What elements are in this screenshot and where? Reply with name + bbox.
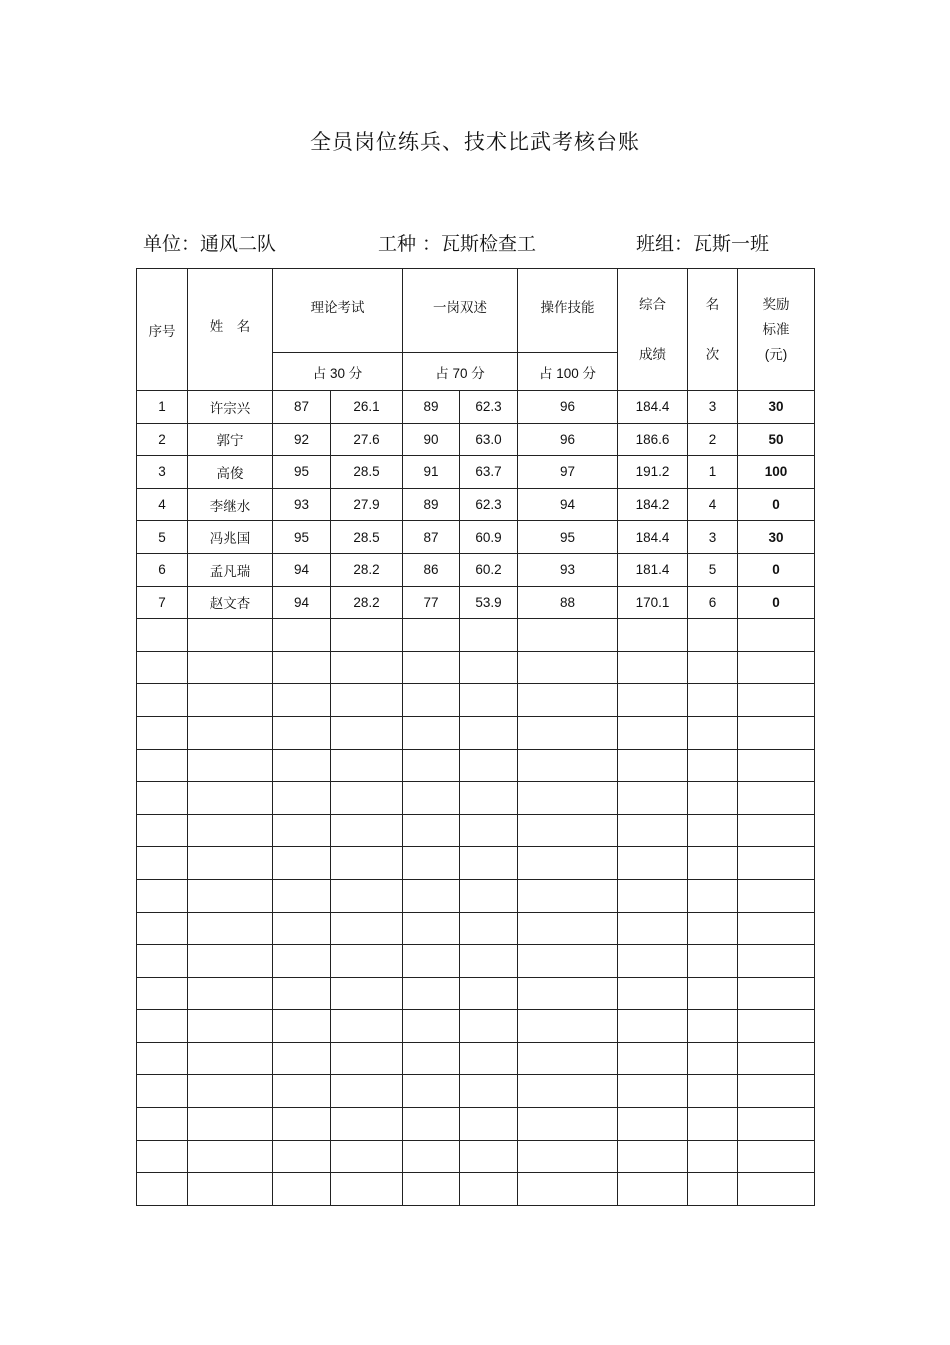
cell-skill-score-empty <box>518 1075 618 1108</box>
cell-name: 李继水 <box>188 488 273 521</box>
cell-theory-score: 94 <box>273 553 331 586</box>
cell-seq-empty <box>137 1075 188 1108</box>
cell-rank: 3 <box>688 521 738 554</box>
cell-total-score-empty <box>618 1173 688 1206</box>
empty-table-row <box>137 912 815 945</box>
cell-total-score-empty <box>618 879 688 912</box>
cell-reward-empty <box>738 716 815 749</box>
document-title: 全员岗位练兵、技术比武考核台账 <box>310 130 640 154</box>
cell-rank-empty <box>688 782 738 815</box>
cell-reward-empty <box>738 1140 815 1173</box>
cell-name-empty <box>188 619 273 652</box>
cell-total-score: 170.1 <box>618 586 688 619</box>
cell-theory-score-empty <box>273 782 331 815</box>
cell-skill-score: 96 <box>518 391 618 424</box>
cell-oral-score-empty <box>403 1140 460 1173</box>
cell-reward: 0 <box>738 553 815 586</box>
cell-name-empty <box>188 782 273 815</box>
cell-oral-points-empty <box>460 1108 518 1141</box>
empty-table-row <box>137 977 815 1010</box>
cell-seq-empty <box>137 912 188 945</box>
cell-theory-points: 28.2 <box>331 553 403 586</box>
cell-skill-score: 94 <box>518 488 618 521</box>
trade-info: 工种 ：瓦斯检查工 <box>378 233 537 255</box>
cell-reward-empty <box>738 619 815 652</box>
cell-total-score-empty <box>618 684 688 717</box>
cell-theory-score-empty <box>273 912 331 945</box>
cell-seq-empty <box>137 651 188 684</box>
cell-reward-empty <box>738 847 815 880</box>
empty-table-row <box>137 749 815 782</box>
cell-seq-empty <box>137 1173 188 1206</box>
assessment-ledger-table <box>136 268 815 1206</box>
cell-reward-empty <box>738 684 815 717</box>
header-reward-line3: (元) <box>764 347 788 362</box>
cell-skill-score-empty <box>518 1140 618 1173</box>
cell-rank-empty <box>688 879 738 912</box>
cell-theory-score-empty <box>273 651 331 684</box>
cell-oral-score-empty <box>403 879 460 912</box>
cell-seq-empty <box>137 684 188 717</box>
cell-oral-score-empty <box>403 977 460 1010</box>
cell-theory-points: 27.9 <box>331 488 403 521</box>
cell-name-empty <box>188 814 273 847</box>
cell-total-score-empty <box>618 814 688 847</box>
cell-skill-score-empty <box>518 879 618 912</box>
header-oral: 一岗双述 <box>403 269 518 353</box>
table-row <box>137 423 815 456</box>
cell-skill-score-empty <box>518 1042 618 1075</box>
cell-seq-empty <box>137 1042 188 1075</box>
cell-total-score: 184.4 <box>618 391 688 424</box>
cell-oral-score-empty <box>403 749 460 782</box>
cell-skill-score-empty <box>518 1108 618 1141</box>
cell-seq: 4 <box>137 488 188 521</box>
cell-oral-points: 63.0 <box>460 423 518 456</box>
cell-rank-empty <box>688 1042 738 1075</box>
cell-seq-empty <box>137 782 188 815</box>
cell-oral-points: 60.2 <box>460 553 518 586</box>
cell-skill-score-empty <box>518 651 618 684</box>
cell-skill-score-empty <box>518 814 618 847</box>
cell-rank-empty <box>688 749 738 782</box>
cell-rank-empty <box>688 912 738 945</box>
cell-theory-score-empty <box>273 1042 331 1075</box>
cell-seq-empty <box>137 945 188 978</box>
cell-skill-score-empty <box>518 1173 618 1206</box>
cell-oral-score: 91 <box>403 456 460 489</box>
empty-table-row <box>137 1173 815 1206</box>
cell-rank: 2 <box>688 423 738 456</box>
cell-reward-empty <box>738 651 815 684</box>
cell-reward: 0 <box>738 586 815 619</box>
table-row <box>137 521 815 554</box>
cell-total-score-empty <box>618 619 688 652</box>
empty-table-row <box>137 847 815 880</box>
cell-skill-score-empty <box>518 619 618 652</box>
cell-seq-empty <box>137 716 188 749</box>
cell-reward: 30 <box>738 391 815 424</box>
cell-theory-score-empty <box>273 847 331 880</box>
cell-rank-empty <box>688 814 738 847</box>
cell-skill-score-empty <box>518 912 618 945</box>
cell-total-score-empty <box>618 977 688 1010</box>
cell-oral-score-empty <box>403 716 460 749</box>
cell-rank: 4 <box>688 488 738 521</box>
cell-name: 冯兆国 <box>188 521 273 554</box>
cell-total-score-empty <box>618 945 688 978</box>
cell-reward-empty <box>738 1010 815 1043</box>
cell-oral-score-empty <box>403 814 460 847</box>
cell-seq: 5 <box>137 521 188 554</box>
cell-seq-empty <box>137 749 188 782</box>
cell-theory-points-empty <box>331 1075 403 1108</box>
empty-table-row <box>137 782 815 815</box>
cell-theory-score-empty <box>273 1140 331 1173</box>
cell-oral-score-empty <box>403 684 460 717</box>
cell-oral-points-empty <box>460 1140 518 1173</box>
cell-theory-score: 94 <box>273 586 331 619</box>
cell-oral-score-empty <box>403 619 460 652</box>
cell-oral-score-empty <box>403 1042 460 1075</box>
cell-theory-points: 28.5 <box>331 521 403 554</box>
header-reward-line1: 奖励 <box>762 297 790 312</box>
cell-oral-score-empty <box>403 1010 460 1043</box>
cell-rank-empty <box>688 1108 738 1141</box>
cell-theory-score-empty <box>273 716 331 749</box>
cell-theory-score-empty <box>273 945 331 978</box>
cell-rank: 1 <box>688 456 738 489</box>
cell-rank-empty <box>688 1173 738 1206</box>
cell-theory-points-empty <box>331 912 403 945</box>
cell-theory-score-empty <box>273 1010 331 1043</box>
empty-table-row <box>137 945 815 978</box>
header-name: 姓 名 <box>188 269 273 391</box>
empty-table-row <box>137 684 815 717</box>
header-skill: 操作技能 <box>518 269 618 353</box>
cell-total-score-empty <box>618 912 688 945</box>
cell-oral-points-empty <box>460 912 518 945</box>
cell-rank-empty <box>688 847 738 880</box>
cell-oral-points-empty <box>460 1042 518 1075</box>
cell-reward-empty <box>738 879 815 912</box>
cell-total-score-empty <box>618 1010 688 1043</box>
cell-oral-points-empty <box>460 847 518 880</box>
cell-oral-score: 89 <box>403 391 460 424</box>
unit-info: 单位：通风二队 <box>143 233 277 255</box>
cell-rank-empty <box>688 651 738 684</box>
cell-theory-score: 93 <box>273 488 331 521</box>
empty-table-row <box>137 814 815 847</box>
cell-total-score-empty <box>618 651 688 684</box>
cell-seq: 3 <box>137 456 188 489</box>
cell-seq-empty <box>137 814 188 847</box>
cell-skill-score: 95 <box>518 521 618 554</box>
cell-skill-score: 88 <box>518 586 618 619</box>
table-row <box>137 488 815 521</box>
cell-oral-points: 53.9 <box>460 586 518 619</box>
cell-theory-points-empty <box>331 1108 403 1141</box>
header-reward-line2: 标准 <box>762 322 790 337</box>
cell-theory-points: 26.1 <box>331 391 403 424</box>
cell-oral-points: 62.3 <box>460 391 518 424</box>
cell-skill-score: 97 <box>518 456 618 489</box>
cell-reward-empty <box>738 945 815 978</box>
cell-reward-empty <box>738 1173 815 1206</box>
cell-total-score-empty <box>618 749 688 782</box>
cell-rank: 6 <box>688 586 738 619</box>
cell-oral-score-empty <box>403 847 460 880</box>
cell-name-empty <box>188 1042 273 1075</box>
cell-total-score-empty <box>618 1075 688 1108</box>
cell-reward-empty <box>738 1108 815 1141</box>
cell-total-score: 191.2 <box>618 456 688 489</box>
cell-oral-score: 87 <box>403 521 460 554</box>
cell-total-score: 186.6 <box>618 423 688 456</box>
cell-name: 赵文杏 <box>188 586 273 619</box>
cell-theory-points-empty <box>331 684 403 717</box>
cell-skill-score: 93 <box>518 553 618 586</box>
cell-theory-points: 27.6 <box>331 423 403 456</box>
cell-reward-empty <box>738 1042 815 1075</box>
cell-name-empty <box>188 912 273 945</box>
empty-table-row <box>137 1108 815 1141</box>
cell-reward: 30 <box>738 521 815 554</box>
cell-oral-score-empty <box>403 945 460 978</box>
table-row <box>137 586 815 619</box>
cell-name-empty <box>188 749 273 782</box>
cell-theory-score-empty <box>273 1108 331 1141</box>
cell-oral-points-empty <box>460 651 518 684</box>
cell-theory-score-empty <box>273 619 331 652</box>
cell-reward-empty <box>738 912 815 945</box>
cell-name: 郭宁 <box>188 423 273 456</box>
cell-oral-score: 77 <box>403 586 460 619</box>
cell-name-empty <box>188 879 273 912</box>
cell-reward: 0 <box>738 488 815 521</box>
cell-reward-empty <box>738 782 815 815</box>
cell-theory-score: 92 <box>273 423 331 456</box>
cell-theory-score-empty <box>273 749 331 782</box>
cell-name-empty <box>188 1108 273 1141</box>
cell-theory-points-empty <box>331 782 403 815</box>
cell-theory-score-empty <box>273 1173 331 1206</box>
empty-table-row <box>137 651 815 684</box>
cell-oral-score-empty <box>403 651 460 684</box>
cell-rank-empty <box>688 619 738 652</box>
cell-oral-points: 60.9 <box>460 521 518 554</box>
cell-name-empty <box>188 651 273 684</box>
cell-rank-empty <box>688 1010 738 1043</box>
cell-theory-points-empty <box>331 749 403 782</box>
cell-theory-points-empty <box>331 716 403 749</box>
table-row <box>137 391 815 424</box>
cell-rank-empty <box>688 945 738 978</box>
cell-seq-empty <box>137 977 188 1010</box>
cell-total-score-empty <box>618 716 688 749</box>
cell-oral-points-empty <box>460 619 518 652</box>
cell-theory-points: 28.2 <box>331 586 403 619</box>
empty-table-row <box>137 879 815 912</box>
cell-reward-empty <box>738 977 815 1010</box>
cell-total-score-empty <box>618 847 688 880</box>
cell-rank-empty <box>688 716 738 749</box>
header-total-line1: 综合 <box>639 296 666 312</box>
cell-rank-empty <box>688 1075 738 1108</box>
cell-total-score-empty <box>618 1108 688 1141</box>
empty-table-row <box>137 1010 815 1043</box>
empty-table-row <box>137 619 815 652</box>
cell-total-score-empty <box>618 782 688 815</box>
header-rank-line1: 名 <box>705 296 720 312</box>
cell-reward: 50 <box>738 423 815 456</box>
cell-oral-points-empty <box>460 782 518 815</box>
cell-seq: 7 <box>137 586 188 619</box>
cell-theory-points-empty <box>331 619 403 652</box>
team-info: 班组：瓦斯一班 <box>636 233 770 255</box>
cell-theory-points-empty <box>331 879 403 912</box>
header-rank-line2: 次 <box>705 346 720 362</box>
cell-oral-points-empty <box>460 1010 518 1043</box>
cell-theory-score-empty <box>273 977 331 1010</box>
header-total <box>618 269 688 391</box>
cell-skill-score-empty <box>518 945 618 978</box>
cell-theory-points-empty <box>331 1042 403 1075</box>
cell-theory-points-empty <box>331 847 403 880</box>
empty-table-row <box>137 1140 815 1173</box>
cell-oral-points-empty <box>460 684 518 717</box>
header-rank <box>688 269 738 391</box>
cell-seq-empty <box>137 1140 188 1173</box>
cell-skill-score-empty <box>518 684 618 717</box>
cell-seq-empty <box>137 879 188 912</box>
header-total-line2: 成绩 <box>639 346 666 362</box>
cell-seq-empty <box>137 1108 188 1141</box>
cell-oral-score: 89 <box>403 488 460 521</box>
cell-seq: 1 <box>137 391 188 424</box>
cell-skill-score-empty <box>518 977 618 1010</box>
cell-reward-empty <box>738 814 815 847</box>
cell-rank-empty <box>688 1140 738 1173</box>
cell-rank: 3 <box>688 391 738 424</box>
cell-theory-points-empty <box>331 1010 403 1043</box>
cell-oral-points: 62.3 <box>460 488 518 521</box>
cell-theory-points: 28.5 <box>331 456 403 489</box>
cell-reward: 100 <box>738 456 815 489</box>
cell-oral-points: 63.7 <box>460 456 518 489</box>
cell-theory-score: 87 <box>273 391 331 424</box>
cell-oral-points-empty <box>460 1075 518 1108</box>
cell-name-empty <box>188 1173 273 1206</box>
cell-reward-empty <box>738 749 815 782</box>
header-oral-weight: 占 70 分 <box>403 353 518 391</box>
cell-oral-points-empty <box>460 945 518 978</box>
cell-rank-empty <box>688 684 738 717</box>
cell-rank: 5 <box>688 553 738 586</box>
cell-seq-empty <box>137 1010 188 1043</box>
header-seq: 序号 <box>137 269 188 391</box>
header-row-1 <box>137 269 815 353</box>
cell-oral-score: 90 <box>403 423 460 456</box>
cell-oral-score-empty <box>403 912 460 945</box>
cell-skill-score-empty <box>518 716 618 749</box>
header-skill-weight: 占 100 分 <box>518 353 618 391</box>
cell-skill-score: 96 <box>518 423 618 456</box>
cell-theory-score: 95 <box>273 521 331 554</box>
cell-oral-points-empty <box>460 879 518 912</box>
cell-theory-points-empty <box>331 945 403 978</box>
cell-theory-points-empty <box>331 1140 403 1173</box>
header-theory-weight: 占 30 分 <box>273 353 403 391</box>
cell-theory-score-empty <box>273 879 331 912</box>
cell-name: 孟凡瑞 <box>188 553 273 586</box>
cell-skill-score-empty <box>518 749 618 782</box>
header-theory: 理论考试 <box>273 269 403 353</box>
cell-oral-points-empty <box>460 814 518 847</box>
cell-total-score-empty <box>618 1140 688 1173</box>
cell-skill-score-empty <box>518 1010 618 1043</box>
cell-seq-empty <box>137 847 188 880</box>
cell-oral-points-empty <box>460 749 518 782</box>
cell-theory-points-empty <box>331 651 403 684</box>
cell-total-score: 181.4 <box>618 553 688 586</box>
table-row <box>137 553 815 586</box>
cell-oral-score-empty <box>403 1108 460 1141</box>
cell-name-empty <box>188 1140 273 1173</box>
cell-theory-score-empty <box>273 1075 331 1108</box>
cell-name-empty <box>188 1010 273 1043</box>
cell-total-score: 184.4 <box>618 521 688 554</box>
cell-theory-points-empty <box>331 977 403 1010</box>
cell-oral-score-empty <box>403 1075 460 1108</box>
cell-oral-score: 86 <box>403 553 460 586</box>
cell-name-empty <box>188 684 273 717</box>
empty-table-row <box>137 1075 815 1108</box>
cell-rank-empty <box>688 977 738 1010</box>
cell-oral-points-empty <box>460 977 518 1010</box>
cell-theory-score: 95 <box>273 456 331 489</box>
cell-name-empty <box>188 945 273 978</box>
cell-name-empty <box>188 716 273 749</box>
cell-name-empty <box>188 1075 273 1108</box>
header-reward <box>738 269 815 391</box>
cell-oral-points-empty <box>460 716 518 749</box>
cell-reward-empty <box>738 1075 815 1108</box>
cell-total-score-empty <box>618 1042 688 1075</box>
cell-theory-points-empty <box>331 1173 403 1206</box>
empty-table-row <box>137 1042 815 1075</box>
cell-skill-score-empty <box>518 847 618 880</box>
table-row <box>137 456 815 489</box>
cell-name: 高俊 <box>188 456 273 489</box>
cell-total-score: 184.2 <box>618 488 688 521</box>
cell-theory-points-empty <box>331 814 403 847</box>
cell-seq-empty <box>137 619 188 652</box>
cell-name-empty <box>188 977 273 1010</box>
cell-oral-points-empty <box>460 1173 518 1206</box>
cell-theory-score-empty <box>273 814 331 847</box>
cell-seq: 6 <box>137 553 188 586</box>
cell-name-empty <box>188 847 273 880</box>
empty-table-row <box>137 716 815 749</box>
cell-seq: 2 <box>137 423 188 456</box>
cell-oral-score-empty <box>403 782 460 815</box>
cell-name: 许宗兴 <box>188 391 273 424</box>
cell-theory-score-empty <box>273 684 331 717</box>
cell-skill-score-empty <box>518 782 618 815</box>
cell-oral-score-empty <box>403 1173 460 1206</box>
